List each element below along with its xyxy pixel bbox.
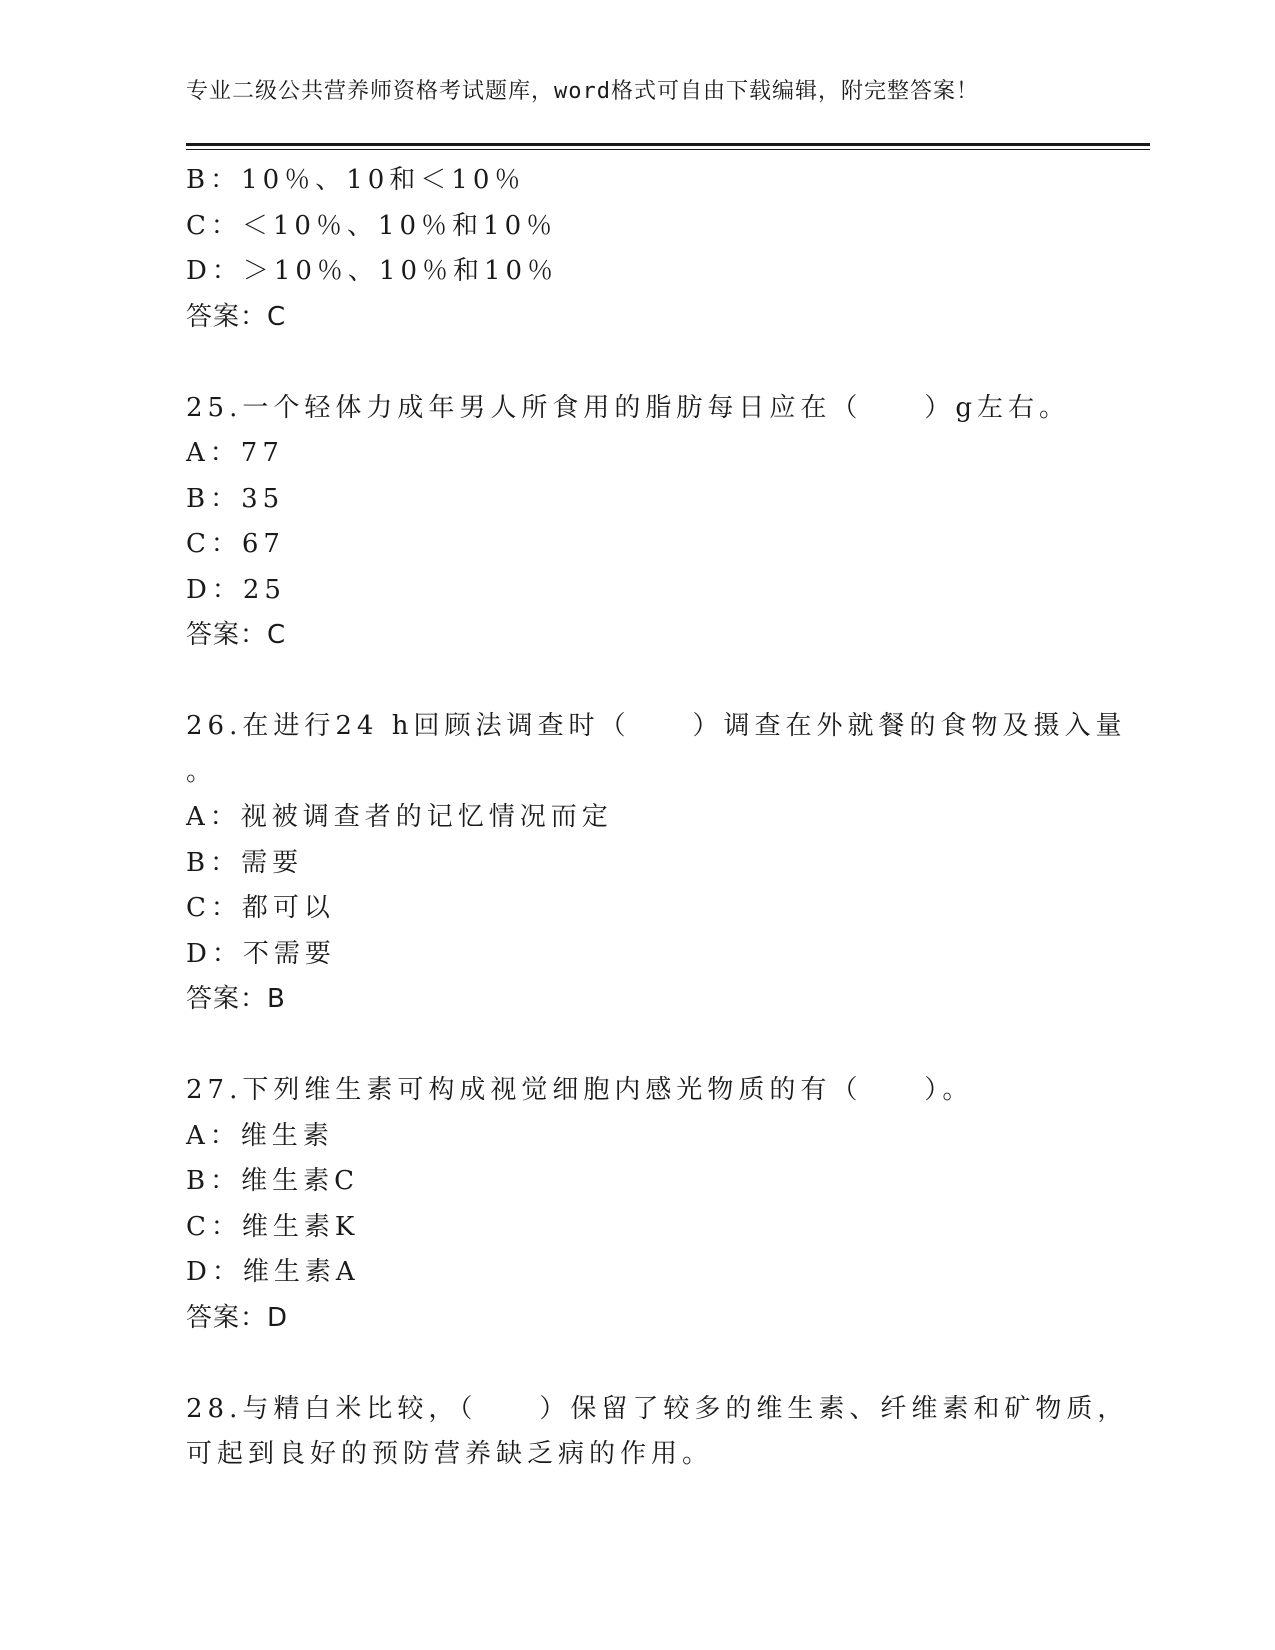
question-28 (186, 1387, 1129, 1478)
question-stem: 28.与精白米比较，（ ）保留了较多的维生素、纤维素和矿物质， (186, 1393, 1129, 1424)
option-b: B：10％、10和＜10％ (186, 165, 526, 195)
option-d: D：不需要 (186, 938, 336, 969)
answer-line: 答案：D (186, 1302, 289, 1333)
option-d: D：＞10％、10％和10％ (186, 256, 559, 286)
question-25 (186, 386, 1086, 659)
option-b: B：35 (186, 483, 285, 514)
spacer (186, 340, 1086, 386)
option-a: A：视被调查者的记忆情况而定 (186, 802, 613, 832)
option-a: A：维生素 (186, 1120, 334, 1151)
question-stem: 27.下列维生素可构成视觉细胞内感光物质的有（ ）。 (186, 1075, 974, 1105)
option-c: C：维生素K (186, 1211, 360, 1242)
header-divider-thin (186, 149, 1150, 150)
question-stem: 26.在进行24 h回顾法调查时（ ）调查在外就餐的食物及摄入量 (186, 711, 1127, 741)
answer-line: 答案：C (186, 620, 287, 650)
option-b: B：需要 (186, 847, 304, 878)
spacer (186, 659, 1086, 705)
question-26 (186, 704, 1127, 1023)
option-d: D：25 (186, 574, 286, 605)
option-c: C：＜10％、10％和10％ (186, 210, 558, 241)
option-c: C：都可以 (186, 893, 335, 923)
question-stem-continuation: 。 (186, 756, 218, 787)
question-stem: 25.一个轻体力成年男人所食用的脂肪每日应在（ ）g左右。 (186, 392, 1070, 423)
page-header: 专业二级公共营养师资格考试题库，word格式可自由下载编辑，附完整答案！ (186, 79, 979, 104)
option-b: B：维生素C (186, 1166, 360, 1196)
option-a: A：77 (186, 438, 284, 468)
header-divider-thick (186, 143, 1150, 146)
option-d: D：维生素A (186, 1257, 360, 1287)
question-stem-continuation: 可起到良好的预防营养缺乏病的作用。 (186, 1439, 714, 1469)
question-partial (186, 158, 1086, 340)
answer-line: 答案：B (186, 984, 286, 1014)
spacer (186, 1341, 1086, 1387)
option-c: C：67 (186, 529, 285, 559)
spacer (186, 1023, 1086, 1069)
question-list (186, 158, 1129, 1478)
answer-line: 答案：C (186, 301, 287, 332)
question-27 (186, 1068, 1086, 1341)
